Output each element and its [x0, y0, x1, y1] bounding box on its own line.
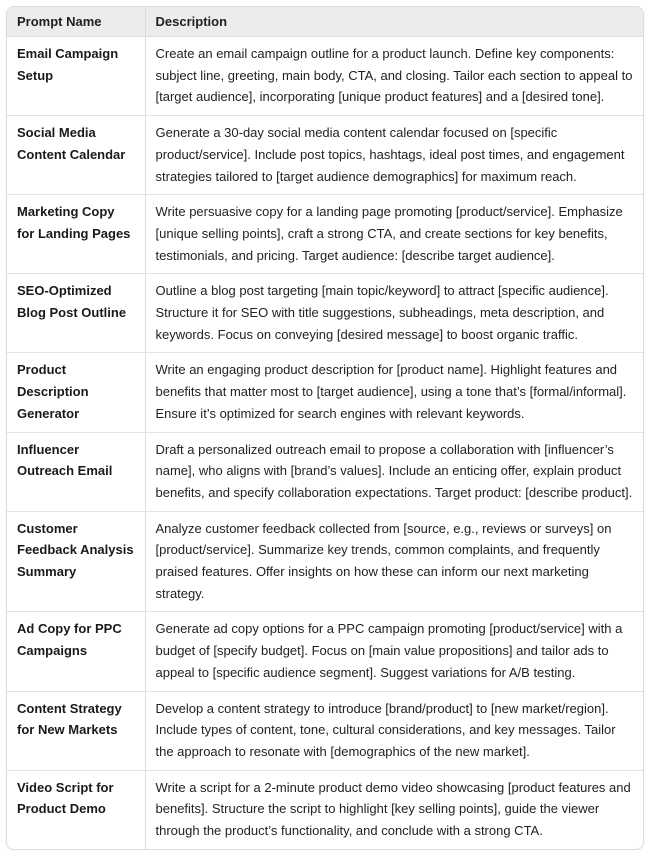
table-header-row [7, 7, 643, 37]
description-cell: Create an email campaign outline for a product launch. Define key components: subject line, greeting, main body, CTA, and closing. Tailor each section to appeal to [target audience], incorporating [unique product features] and a [desired tone]. [145, 37, 643, 116]
prompt-name-cell: Influencer Outreach Email [7, 432, 145, 511]
table-row [7, 37, 643, 116]
table-row [7, 195, 643, 274]
description-cell: Develop a content strategy to introduce [brand/product] to [new market/region]. Include types of content, tone, cultural considerations, and key messages. Tailor the approach to resonate with [demographics of the new market]. [145, 691, 643, 770]
prompt-name-cell: Customer Feedback Analysis Summary [7, 511, 145, 612]
table-row [7, 116, 643, 195]
prompt-table-container [6, 6, 644, 850]
header-prompt-name: Prompt Name [7, 7, 145, 37]
prompt-name-cell: Ad Copy for PPC Campaigns [7, 612, 145, 691]
description-cell: Generate a 30-day social media content calendar focused on [specific product/service]. Include post topics, hashtags, ideal post times, and engagement strategies tailored to [target audience demographics] for maximum reach. [145, 116, 643, 195]
description-cell: Outline a blog post targeting [main topic/keyword] to attract [specific audience]. Structure it for SEO with title suggestions, subheadings, meta description, and keywords. Focus on conveying [desired message] to boost organic traffic. [145, 274, 643, 353]
table-row [7, 274, 643, 353]
description-cell: Write an engaging product description for [product name]. Highlight features and benefits that matter most to [target audience], using a tone that’s [formal/informal]. Ensure it’s optimized for search engines with relevant keywords. [145, 353, 643, 432]
prompt-name-cell: Content Strategy for New Markets [7, 691, 145, 770]
table-row [7, 432, 643, 511]
table-row [7, 612, 643, 691]
prompt-name-cell: Product Description Generator [7, 353, 145, 432]
table-row [7, 770, 643, 849]
prompt-name-cell: SEO-Optimized Blog Post Outline [7, 274, 145, 353]
description-cell: Write a script for a 2-minute product demo video showcasing [product features and benefits]. Structure the script to highlight [key selling points], guide the viewer through the product’s functionality, and conclude with a strong CTA. [145, 770, 643, 849]
prompt-name-cell: Social Media Content Calendar [7, 116, 145, 195]
table-row [7, 511, 643, 612]
prompt-table [7, 7, 643, 849]
table-row [7, 691, 643, 770]
table-row [7, 353, 643, 432]
prompt-name-cell: Marketing Copy for Landing Pages [7, 195, 145, 274]
prompt-name-cell: Email Campaign Setup [17, 46, 119, 83]
prompt-name-cell: Video Script for Product Demo [7, 770, 145, 849]
description-cell: Draft a personalized outreach email to propose a collaboration with [influencer’s name], who aligns with [brand’s values]. Include an enticing offer, explain product benefits, and specify collaboration expectations. Target product: [describe product]. [145, 432, 643, 511]
description-cell: Write persuasive copy for a landing page promoting [product/service]. Emphasize [unique selling points], craft a strong CTA, and create sections for key benefits, testimonials, and pricing. Target audience: [describe target audience]. [145, 195, 643, 274]
description-cell: Generate ad copy options for a PPC campaign promoting [product/service] with a budget of [specify budget]. Focus on [main value propositions] and tailor ads to appeal to [specific audience segment]. Suggest variations for A/B testing. [145, 612, 643, 691]
header-description: Description [145, 7, 643, 37]
description-cell: Analyze customer feedback collected from [source, e.g., reviews or surveys] on [product/service]. Summarize key trends, common complaints, and frequently praised features. Offer insights on how these can inform our next marketing strategy. [145, 511, 643, 612]
